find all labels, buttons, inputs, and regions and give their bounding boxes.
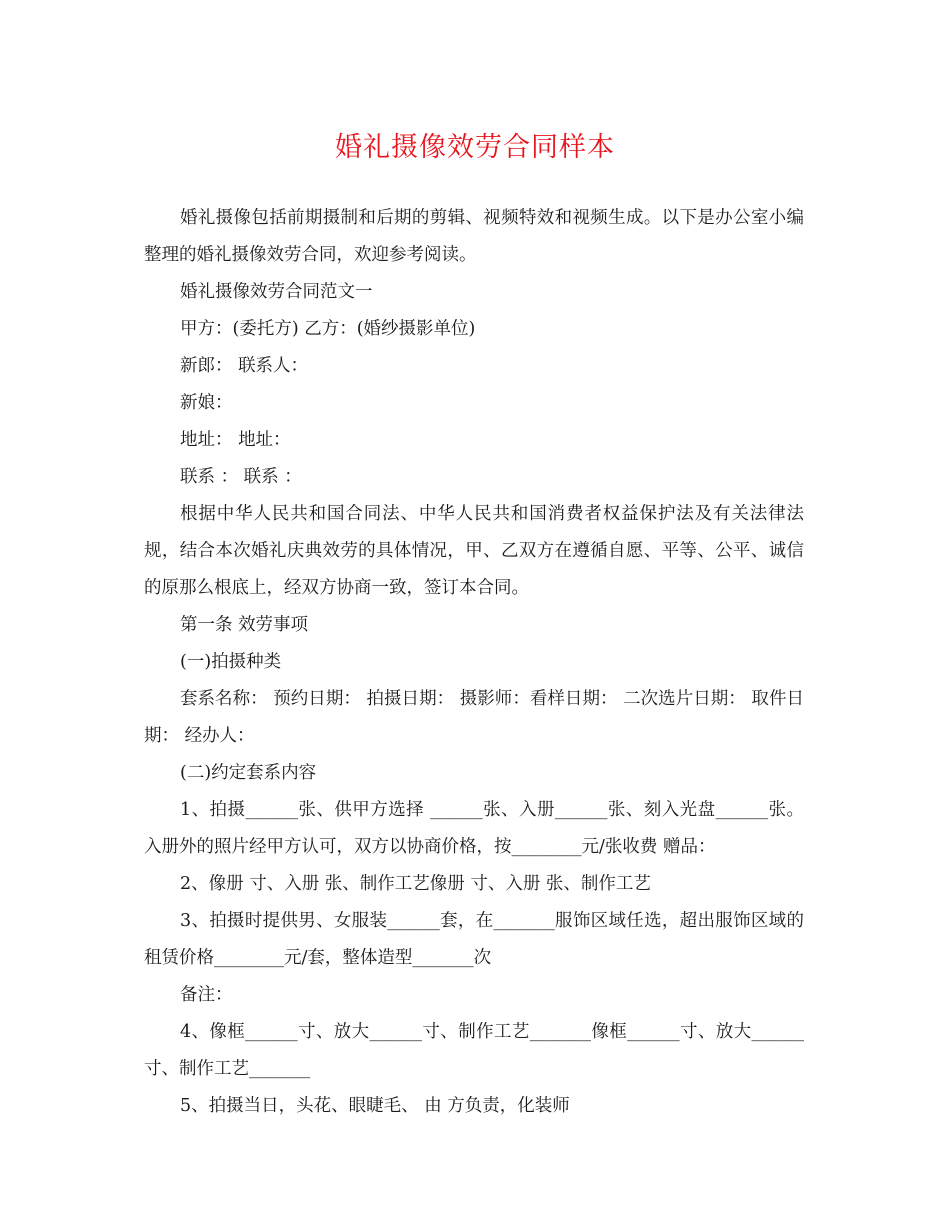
intro-paragraph: 婚礼摄像包括前期摄制和后期的剪辑、视频特效和视频生成。以下是办公室小编整理的婚礼摄像效劳合同，欢迎参考阅读。 bbox=[144, 208, 804, 265]
clause-1: 1、拍摄______张、供甲方选择 ______张、入册______张、刻入光盘______张。入册外的照片经甲方认可，双方以协商价格，按________元/张收费 赠品： bbox=[144, 800, 804, 857]
clause-5: 5、拍摄当日，头花、眼睫毛、 由 方负责，化装师 bbox=[180, 1096, 570, 1116]
shoot-type-heading: (一)拍摄种类 bbox=[180, 652, 282, 672]
clause-4: 4、像框______寸、放大______寸、制作工艺_______像框______寸、放大______寸、制作工艺_______ bbox=[144, 1022, 804, 1079]
article-one-heading: 第一条 效劳事项 bbox=[180, 615, 309, 635]
document-body bbox=[144, 200, 804, 1125]
bride-line: 新娘： bbox=[180, 393, 233, 413]
sample-heading: 婚礼摄像效劳合同范文一 bbox=[180, 282, 373, 302]
package-details-paragraph: 套系名称： 预约日期： 拍摄日期： 摄影师：看样日期： 二次选片日期： 取件日期： 经办人： bbox=[144, 689, 804, 746]
package-content-heading: (二)约定套系内容 bbox=[180, 763, 317, 783]
address-line: 地址： 地址： bbox=[180, 430, 291, 450]
clause-3: 3、拍摄时提供男、女服装______套，在_______服饰区域任选，超出服饰区域的租赁价格________元/套，整体造型_______次 bbox=[144, 911, 804, 968]
parties-line: 甲方：(委托方) 乙方：(婚纱摄影单位) bbox=[180, 319, 476, 339]
contact-line: 联系 ： 联系 ： bbox=[180, 467, 302, 487]
groom-contact-line: 新郎： 联系人： bbox=[180, 356, 309, 376]
document-title: 婚礼摄像效劳合同样本 bbox=[335, 132, 615, 163]
remarks-line: 备注： bbox=[180, 985, 233, 1005]
legal-basis-paragraph: 根据中华人民共和国合同法、中华人民共和国消费者权益保护法及有关法律法规，结合本次婚礼庆典效劳的具体情况，甲、乙双方在遵循自愿、平等、公平、诚信的原那么根底上，经双方协商一致，签订本合同。 bbox=[144, 504, 804, 598]
clause-2: 2、像册 寸、入册 张、制作工艺像册 寸、入册 张、制作工艺 bbox=[180, 874, 651, 894]
